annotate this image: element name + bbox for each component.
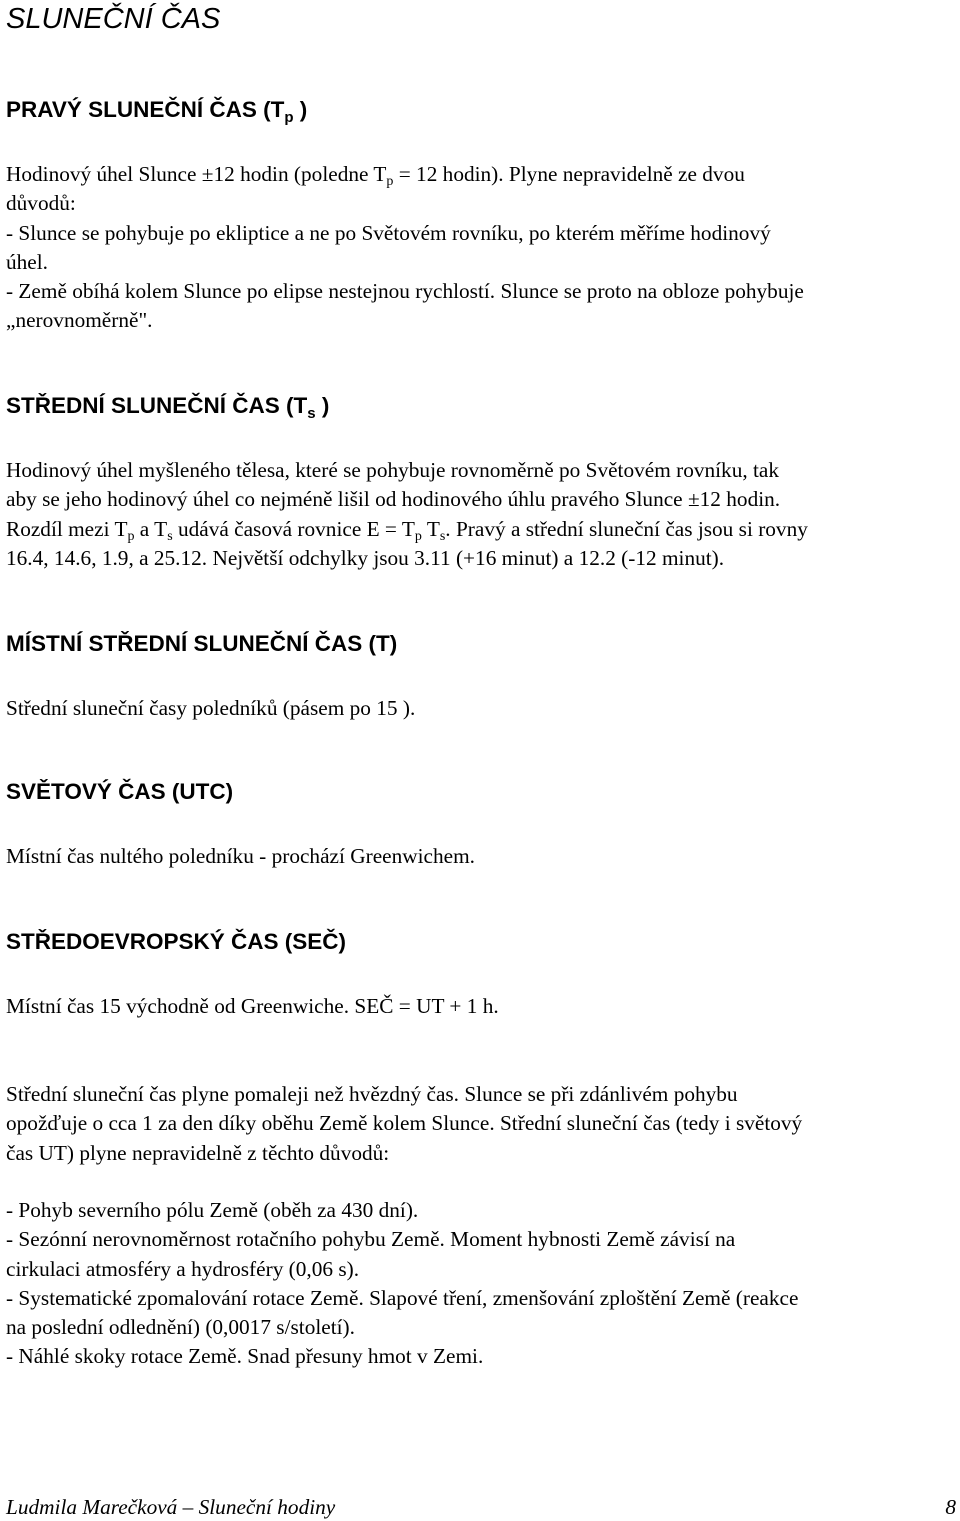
text-line: Střední sluneční čas plyne pomaleji než hvězdný čas. Slunce se při zdánlivém pohybu	[6, 1082, 738, 1106]
list-item: - Náhlé skoky rotace Země. Snad přesuny hmot v Zemi.	[6, 1344, 484, 1369]
text-line: Místní čas nultého poledníku - prochází Greenwichem.	[6, 844, 475, 868]
text-line: aby se jeho hodinový úhel co nejméně lišil od hodinového úhlu pravého Slunce ±12 hodin.	[6, 487, 781, 512]
text-line: Hodinový úhel myšleného tělesa, které se pohybuje rovnoměrně po Světovém rovníku, tak	[6, 458, 780, 482]
heading-text: PRAVÝ SLUNEČNÍ ČAS (T	[6, 97, 285, 122]
list-item: - Systematické zpomalování rotace Země. Slapové tření, zmenšování zploštění Země (reakce	[6, 1285, 799, 1310]
text-line: 16.4, 14.6, 1.9, a 25.12. Největší odchylky jsou 3.11 (+16 minut) a 12.2 (-12 minut).	[6, 545, 725, 570]
page-number: 8	[945, 1495, 956, 1519]
heading-stredni-slunecni-cas	[6, 392, 329, 420]
text-line: „nerovnoměrně".	[6, 308, 153, 333]
text-line: opožďuje o cca 1 za den díky oběhu Země kolem Slunce. Střední sluneční čas (tedy i světový	[6, 1111, 803, 1136]
text-line: Místní čas 15 východně od Greenwiche. SEČ = UT + 1 h.	[6, 994, 499, 1018]
text-line: důvodů:	[6, 191, 76, 216]
paragraph-mistni	[6, 694, 956, 723]
heading-pravy-slunecni-cas	[6, 96, 307, 124]
list-item: - Pohyb severního pólu Země (oběh za 430 dní).	[6, 1198, 419, 1222]
text-line: - Země obíhá kolem Slunce po elipse nestejnou rychlostí. Slunce se proto na obloze pohybuje	[6, 279, 804, 304]
paragraph-stredni	[6, 456, 956, 573]
page-footer	[6, 1494, 956, 1520]
reasons-list	[6, 1196, 956, 1372]
text-line: čas UT) plyne nepravidelně z těchto důvodů:	[6, 1140, 390, 1165]
paragraph-stredni-slunecni-cas-plyne	[6, 1080, 956, 1168]
heading-text-end: )	[315, 393, 330, 418]
list-item-continuation: na poslední odlednění) (0,0017 s/století).	[6, 1315, 355, 1340]
heading-text-end: )	[293, 97, 308, 122]
text-line: Rozdíl mezi $T_p$ a $T_s$ udává časová rovnice $E = T_p$ $T_s$. Pravý a střední sluneční čas jsou si rovny	[6, 516, 808, 544]
list-item: - Sezónní nerovnoměrnost rotačního pohybu Země. Moment hybnosti Země závisí na	[6, 1227, 736, 1252]
document-title: SLUNEČNÍ ČAS	[6, 3, 221, 35]
text-line: úhel.	[6, 249, 48, 274]
text-line: Střední sluneční časy poledníků (pásem po 15 ).	[6, 696, 416, 720]
heading-stredoevropsky-cas: STŘEDOEVROPSKÝ ČAS (SEČ)	[6, 929, 347, 954]
paragraph-svetovy	[6, 842, 956, 871]
text-line: Hodinový úhel Slunce ±12 hodin (poledne $T_p = 12$ hodin). Plyne nepravidelně ze dvou	[6, 162, 745, 189]
paragraph-pravy	[6, 160, 956, 336]
text-line: - Slunce se pohybuje po ekliptice a ne po Světovém rovníku, po kterém měříme hodinový	[6, 220, 771, 245]
heading-subscript: p	[284, 109, 294, 126]
heading-subscript: s	[307, 405, 316, 422]
heading-text: STŘEDNÍ SLUNEČNÍ ČAS (T	[6, 393, 308, 418]
paragraph-sec	[6, 992, 956, 1021]
heading-mistni-stredni-slunecni-cas: MÍSTNÍ STŘEDNÍ SLUNEČNÍ ČAS (T)	[6, 631, 398, 656]
heading-svetovy-cas: SVĚTOVÝ ČAS (UTC)	[6, 779, 234, 804]
footer-author-title: Ludmila Marečková – Sluneční hodiny	[6, 1495, 336, 1519]
list-item-continuation: cirkulaci atmosféry a hydrosféry (0,06 s).	[6, 1256, 360, 1281]
